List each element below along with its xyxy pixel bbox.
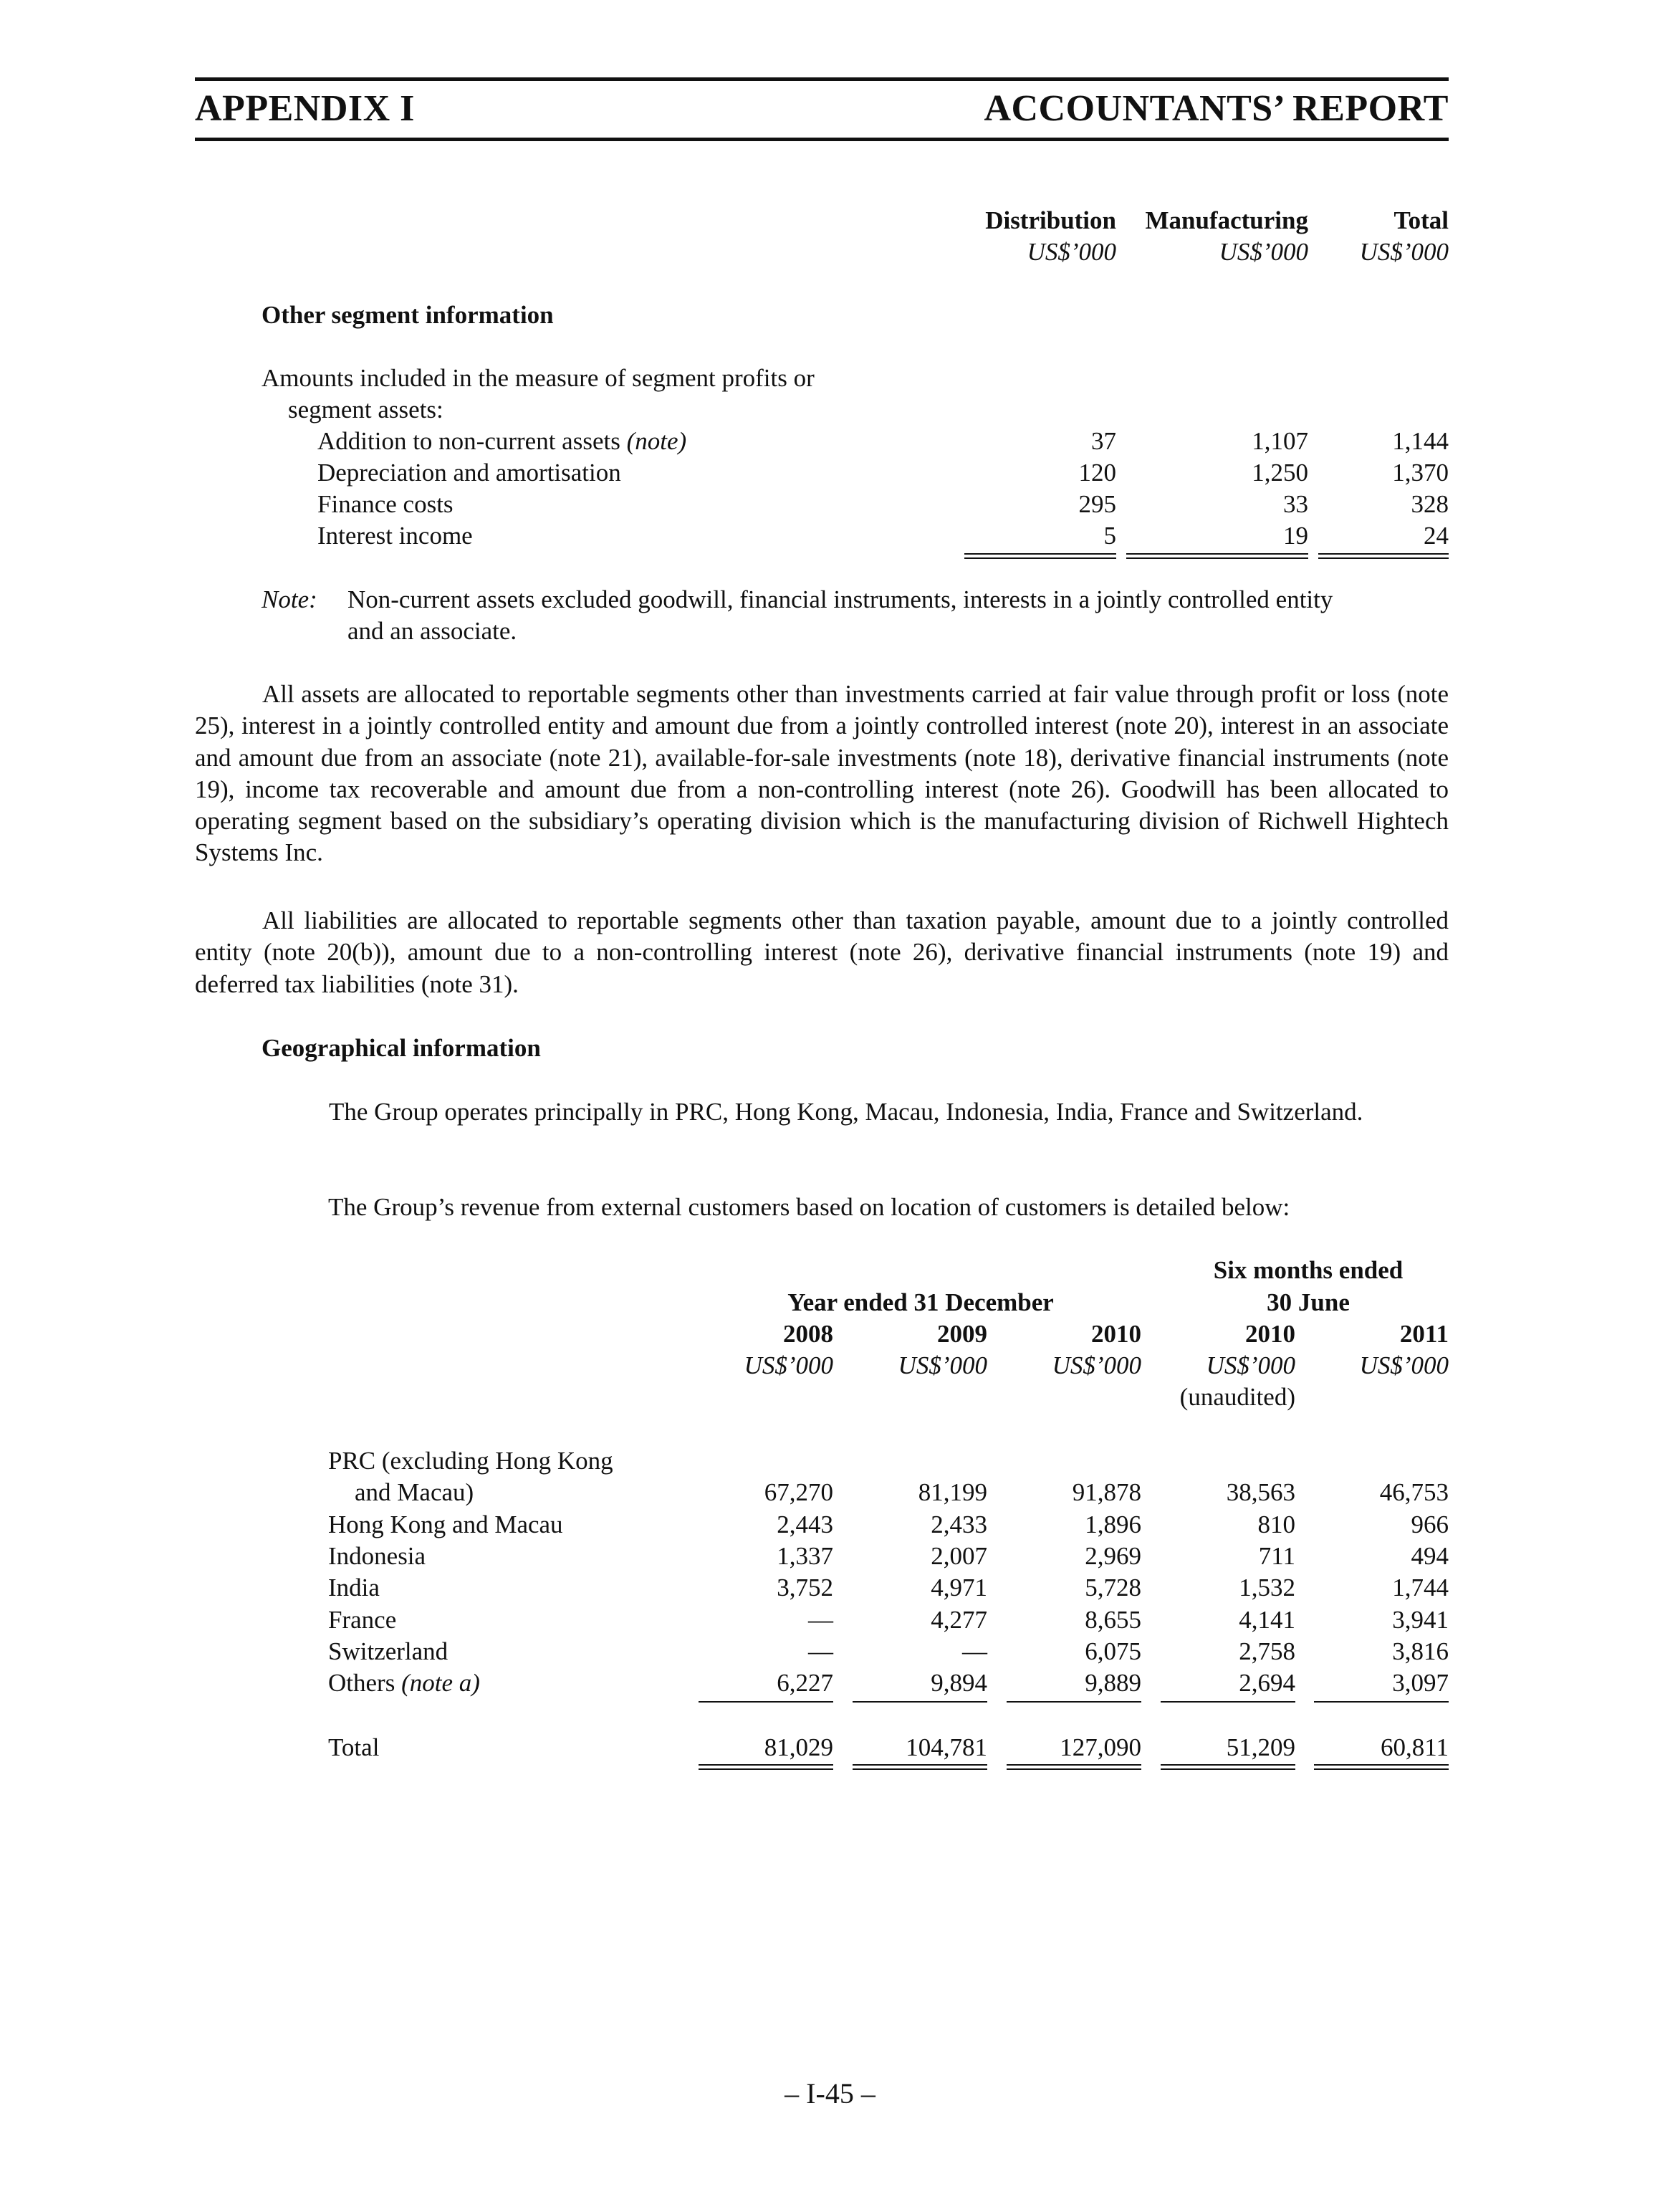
cell-value: 1,532 [1239,1574,1295,1602]
table-row-label: Indonesia [328,1541,426,1570]
cell-value: 81,199 [918,1478,987,1507]
geo-intro: The Group operates principally in PRC, Hong Kong, Macau, Indonesia, India, France and Switzerland. [329,1098,1363,1126]
note-label: Note: [262,585,317,613]
year-header: 2010 [1091,1320,1141,1348]
table-row-label: India [328,1574,380,1602]
cell-value: 2,694 [1239,1669,1295,1698]
note-text: and an associate. [347,617,517,645]
double-rule [1007,1764,1141,1766]
geo-title: Geographical information [262,1034,541,1062]
col-distribution-header: Distribution [985,206,1116,234]
intro-line: segment assets: [288,396,443,423]
cell-value: 4,141 [1239,1605,1295,1634]
double-rule [1314,1764,1449,1766]
total-value: 127,090 [1060,1733,1141,1761]
six-months-header: Six months ended [1213,1256,1404,1284]
double-rule [964,553,1116,555]
cell-value: 120 [1078,459,1116,487]
cell-value: 295 [1078,490,1116,518]
cell-value: 328 [1411,490,1449,518]
double-rule [853,1764,987,1766]
table-row-label: France [328,1605,397,1634]
year-header: 2008 [783,1320,833,1348]
liabilities-paragraph: All liabilities are allocated to reportable segments other than taxation payable, amount due to a jointly controlled entity (note 20(b)), amount due to a non-controlling interest (note 26), derivative financial instruments (note 19) and deferred tax liabilities (note 31). [195,906,1449,998]
cell-value: 1,250 [1252,459,1308,487]
cell-value: 91,878 [1072,1478,1141,1507]
table-row-label: and Macau) [355,1478,474,1507]
cell-value: 1,896 [1085,1510,1141,1538]
cell-value: 5,728 [1085,1574,1141,1602]
double-rule [1161,1768,1295,1770]
year-header: 2011 [1399,1320,1449,1348]
double-rule [853,1768,987,1770]
double-rule [1318,553,1449,555]
double-rule [1318,557,1449,559]
cell-value: 3,097 [1392,1669,1449,1698]
double-rule [964,557,1116,559]
six-months-header: 30 June [1267,1288,1350,1316]
section-title: Other segment information [262,301,554,329]
cell-value: 1,337 [777,1541,833,1570]
col-manufacturing-header: Manufacturing [1145,206,1308,234]
cell-value: 810 [1257,1510,1295,1538]
total-value: 51,209 [1226,1733,1295,1761]
total-label: Total [328,1733,380,1761]
double-rule [1007,1768,1141,1770]
single-rule [699,1701,833,1703]
cell-value: 6,227 [777,1669,833,1698]
cell-value: 4,277 [931,1605,987,1634]
cell-value: 3,941 [1392,1605,1449,1634]
cell-value: 711 [1258,1541,1295,1570]
unaudited-label: (unaudited) [1179,1383,1295,1411]
double-rule [1126,553,1308,555]
assets-paragraph: All assets are allocated to reportable segments other than investments carried at fair value through profit or loss (note 25), interest in a jointly controlled entity and amount due from a jointly controlled interest (note 20), interest in an associate and amount due from an associate (note 21), available-for-sale investments (note 18), derivative financial instruments (note 19), income tax recoverable and amount due from a non-controlling interest (note 26). Goodwill has been allocated to operating segment based on the subsidiary’s operating division which is the manufacturing division of Richwell Hightech Systems Inc. [195,680,1449,867]
note-text: Non-current assets excluded goodwill, financial instruments, interests in a jointly controlled entity [347,585,1333,613]
year-header: 2009 [937,1320,987,1348]
table-row-label: Addition to non-current assets (note) [317,427,687,455]
cell-value: 2,007 [931,1541,987,1570]
cell-value: — [962,1637,987,1665]
cell-value: 8,655 [1085,1605,1141,1634]
cell-value: — [808,1605,833,1634]
unit-header: US$’000 [1052,1351,1141,1379]
cell-value: 966 [1411,1510,1449,1538]
report-title: ACCOUNTANTS’ REPORT [984,88,1449,129]
cell-value: — [808,1637,833,1665]
col-total-header: Total [1393,206,1449,234]
cell-value: 24 [1424,522,1449,550]
table-row-label: Hong Kong and Macau [328,1510,563,1538]
cell-value: 6,075 [1085,1637,1141,1665]
single-rule [1314,1701,1449,1703]
col-manufacturing-unit: US$’000 [1219,238,1308,266]
cell-value: 3,816 [1392,1637,1449,1665]
cell-value: 46,753 [1379,1478,1449,1507]
double-rule [1314,1768,1449,1770]
revenue-intro: The Group’s revenue from external customers based on location of customers is detailed below: [328,1193,1290,1221]
unit-header: US$’000 [1359,1351,1449,1379]
cell-value: 1,144 [1392,427,1449,455]
unit-header: US$’000 [1206,1351,1295,1379]
single-rule [1007,1701,1141,1703]
unit-header: US$’000 [744,1351,833,1379]
table-row-label: Depreciation and amortisation [317,459,621,487]
cell-value: 38,563 [1226,1478,1295,1507]
cell-value: 37 [1091,427,1116,455]
cell-value: 494 [1411,1541,1449,1570]
table-row-label: Others (note a) [328,1669,480,1698]
cell-value: 4,971 [931,1574,987,1602]
col-distribution-unit: US$’000 [1027,238,1116,266]
double-rule [699,1764,833,1766]
intro-line: Amounts included in the measure of segment profits or [262,364,815,392]
cell-value: 2,433 [931,1510,987,1538]
page-number: – I-45 – [785,2077,875,2110]
appendix-label: APPENDIX I [195,88,415,129]
cell-value: 3,752 [777,1574,833,1602]
cell-value: 9,894 [931,1669,987,1698]
total-value: 104,781 [906,1733,987,1761]
cell-value: 2,969 [1085,1541,1141,1570]
total-value: 81,029 [764,1733,833,1761]
double-rule [1126,557,1308,559]
cell-value: 9,889 [1085,1669,1141,1698]
table-row-label: Interest income [317,522,473,550]
table-row-label: PRC (excluding Hong Kong [328,1447,613,1475]
cell-value: 33 [1283,490,1308,518]
cell-value: 1,370 [1392,459,1449,487]
single-rule [853,1701,987,1703]
total-value: 60,811 [1381,1733,1449,1761]
cell-value: 1,107 [1252,427,1308,455]
cell-value: 19 [1283,522,1308,550]
cell-value: 1,744 [1392,1574,1449,1602]
table-row-label: Switzerland [328,1637,448,1665]
single-rule [1161,1701,1295,1703]
double-rule [699,1768,833,1770]
unit-header: US$’000 [898,1351,987,1379]
cell-value: 2,443 [777,1510,833,1538]
cell-value: 2,758 [1239,1637,1295,1665]
header-bottom-rule [195,138,1449,141]
double-rule [1161,1764,1295,1766]
cell-value: 67,270 [764,1478,833,1507]
cell-value: 5 [1103,522,1116,550]
year-ended-header: Year ended 31 December [787,1288,1054,1316]
year-header: 2010 [1245,1320,1295,1348]
table-row-label: Finance costs [317,490,454,518]
header-top-rule [195,77,1449,81]
col-total-unit: US$’000 [1359,238,1449,266]
